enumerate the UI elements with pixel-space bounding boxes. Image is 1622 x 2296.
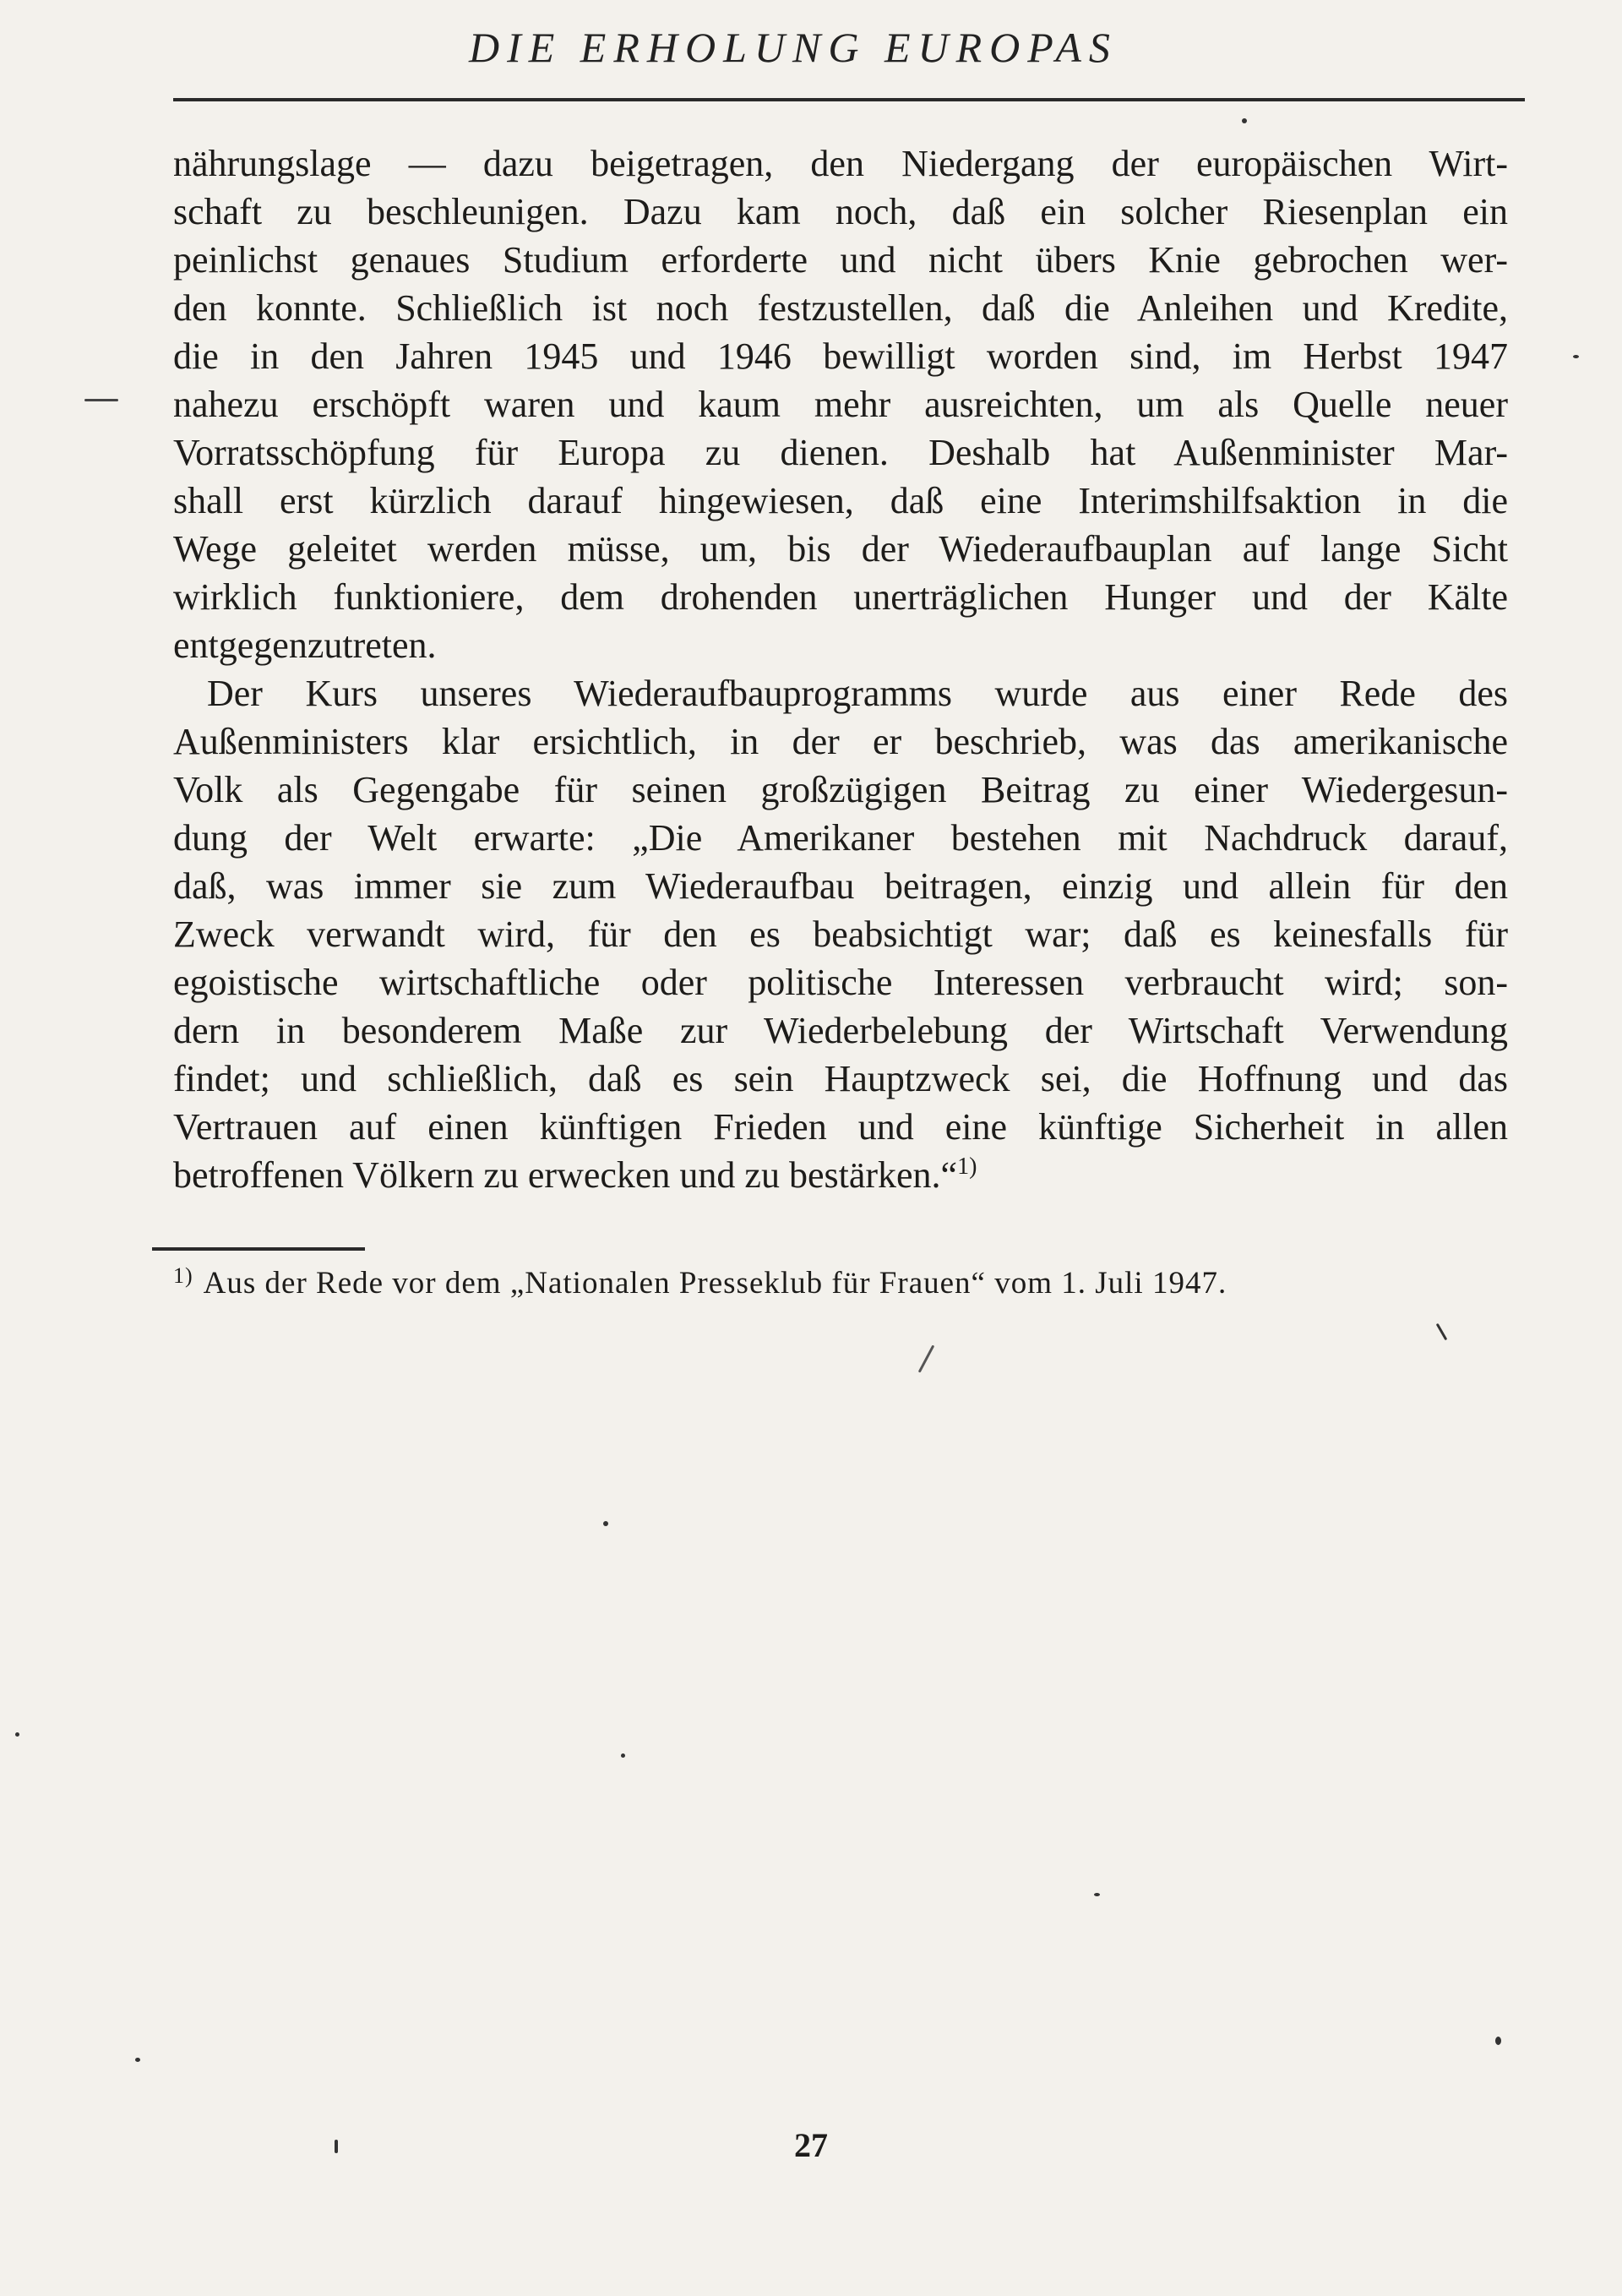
header-rule — [173, 98, 1525, 101]
scan-speck — [1573, 355, 1579, 358]
text-line: nährungslage — dazu beigetragen, den Niedergang der europäischen Wirt- — [173, 143, 1508, 184]
text-line-last — [173, 1151, 1508, 1199]
paragraph-2 — [173, 669, 1508, 1199]
text-line: schaft zu beschleunigen. Dazu kam noch, daß ein solcher Riesenplan ein — [173, 191, 1508, 232]
text-line: entgegenzutreten. — [173, 624, 437, 666]
scan-speck — [1094, 1893, 1100, 1896]
scan-speck — [15, 1732, 19, 1737]
footnote — [173, 1263, 1508, 1304]
text-line: Der Kurs unseres Wiederaufbauprogramms wurde aus einer Rede des — [207, 673, 1508, 714]
text-line: Wege geleitet werden müsse, um, bis der Wiederaufbauplan auf lange Sicht — [173, 528, 1508, 570]
text-line: Außenministers klar ersichtlich, in der er beschrieb, was das amerikanische — [173, 721, 1508, 762]
body-text — [173, 139, 1508, 1199]
text-line: Vertrauen auf einen künftigen Frieden und eine künftige Sicherheit in allen — [173, 1106, 1508, 1148]
scan-speck — [1495, 2037, 1501, 2045]
scan-speck — [335, 2140, 338, 2153]
paragraph-1 — [173, 139, 1508, 669]
footnote-rule — [152, 1247, 365, 1251]
scan-speck — [1242, 118, 1247, 123]
scan-speck — [84, 399, 118, 401]
scan-speck — [603, 1521, 608, 1526]
text-line: dung der Welt erwarte: „Die Amerikaner bestehen mit Nachdruck darauf, — [173, 817, 1508, 859]
text-line: den konnte. Schließlich ist noch festzustellen, daß die Anleihen und Kredite, — [173, 287, 1508, 329]
page-number: 27 — [794, 2126, 828, 2164]
text-line: Zweck verwandt wird, für den es beabsichtigt war; daß es keinesfalls für — [173, 913, 1508, 955]
text-line: findet; und schließlich, daß es sein Hauptzweck sei, die Hoffnung und das — [173, 1058, 1508, 1099]
scan-speck — [1436, 1323, 1448, 1341]
text-line: Volk als Gegengabe für seinen großzügigen Beitrag zu einer Wiedergesun- — [173, 769, 1508, 810]
text-line: wirklich funktioniere, dem drohenden unerträglichen Hunger und der Kälte — [173, 576, 1508, 618]
text-line: shall erst kürzlich darauf hingewiesen, daß eine Interimshilfsaktion in die — [173, 480, 1508, 521]
text-line: dern in besonderem Maße zur Wiederbelebung der Wirtschaft Verwendung — [173, 1010, 1508, 1051]
scan-speck — [135, 2058, 140, 2062]
text-line: peinlichst genaues Studium erforderte und nicht übers Knie gebrochen wer- — [173, 239, 1508, 281]
scan-speck — [918, 1344, 935, 1372]
text-line: die in den Jahren 1945 und 1946 bewilligt worden sind, im Herbst 1947 — [173, 335, 1508, 377]
running-head: DIE ERHOLUNG EUROPAS — [469, 24, 1118, 71]
text-line: egoistische wirtschaftliche oder politische Interessen verbraucht wird; son- — [173, 962, 1508, 1003]
footnote-reference[interactable]: 1) — [957, 1153, 977, 1180]
footnote-text: Aus der Rede vor dem „Nationalen Presseklub für Frauen“ vom 1. Juli 1947. — [203, 1266, 1227, 1301]
text-line: betroffenen Völkern zu erwecken und zu bestärken.“ — [173, 1154, 958, 1196]
text-line: nahezu erschöpft waren und kaum mehr ausreichten, um als Quelle neuer — [173, 384, 1508, 425]
scan-speck — [621, 1753, 625, 1758]
footnote-mark: 1) — [173, 1263, 193, 1288]
text-line: Vorratsschöpfung für Europa zu dienen. Deshalb hat Außenminister Mar- — [173, 432, 1508, 473]
text-line: daß, was immer sie zum Wiederaufbau beitragen, einzig und allein für den — [173, 865, 1508, 907]
